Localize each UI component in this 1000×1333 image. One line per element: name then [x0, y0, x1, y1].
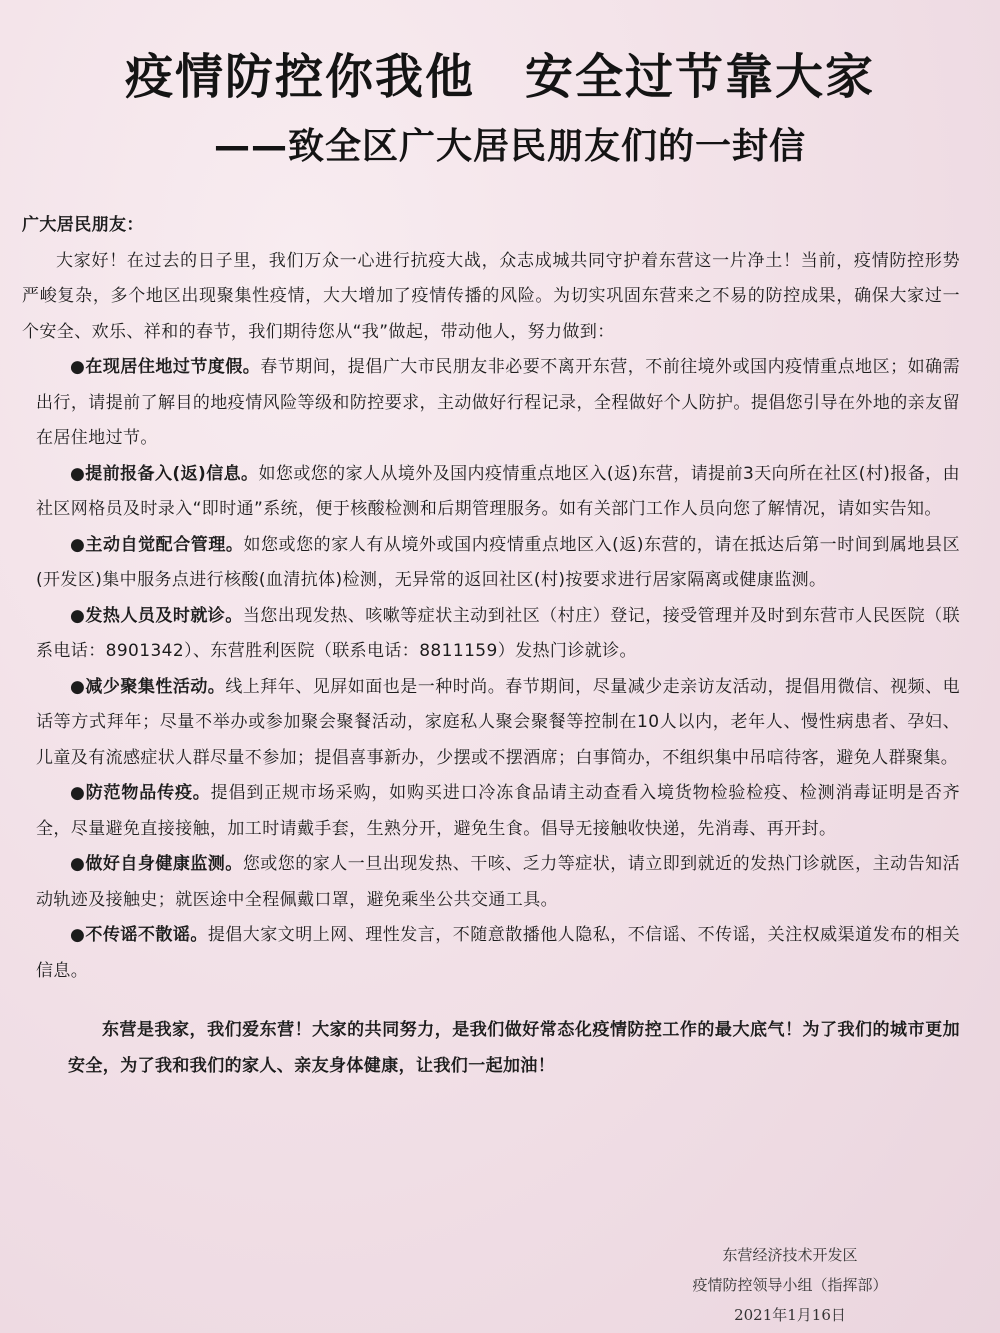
- item-text: 提倡大家文明上网、理性发言，不随意散播他人隐私，不信谣、不传谣，关注权威渠道发布的相关信息。: [36, 925, 961, 981]
- signature-date: 2021年1月16日: [734, 1306, 846, 1324]
- salutation: 广大居民朋友：: [22, 215, 144, 235]
- bullet-icon: ●: [70, 925, 86, 945]
- list-item: [22, 776, 960, 847]
- letter-body: [22, 208, 960, 1084]
- list-item: [22, 457, 960, 528]
- intro-paragraph: 大家好！在过去的日子里，我们万众一心进行抗疫大战，众志成城共同守护着东营这一片净土！当前，疫情防控形势严峻复杂，多个地区出现聚集性疫情，大大增加了疫情传播的风险。为切实巩固东营来之不易的防控成果，确保大家过一个安全、欢乐、祥和的春节，我们期待您从“我”做起，带动他人，努力做到：: [22, 250, 960, 342]
- item-text: 提倡到正规市场采购，如购买进口冷冻食品请主动查看入境货物检验检疫、检测消毒证明是否齐全，尽量避免直接接触，加工时请戴手套，生熟分开，避免生食。倡导无接触收快递，先消毒、再开封。: [36, 783, 960, 839]
- item-heading: 提前报备入(返)信息。: [85, 463, 259, 484]
- item-heading: 做好自身健康监测。: [85, 854, 243, 874]
- item-heading: 不传谣不散谣。: [85, 925, 208, 945]
- item-text: 春节期间，提倡广大市民朋友非必要不离开东营，不前往境外或国内疫情重点地区；如确需出行，请提前了解目的地疫情风险等级和防控要求，主动做好行程记录，全程做好个人防护。提倡您引导在外地的亲友留在居住地过节。: [36, 357, 961, 448]
- page-title: 疫情防控你我他 安全过节靠大家: [124, 49, 875, 105]
- item-text: 如您或您的家人从境外及国内疫情重点地区入(返)东营，请提前3天向所在社区(村)报备，由社区网格员及时录入“即时通”系统，便于核酸检测和后期管理服务。如有关部门工作人员向您了解情况，请如实告知。: [36, 463, 960, 519]
- bullet-icon: ●: [70, 854, 86, 874]
- item-heading: 在现居住地过节度假。: [85, 357, 261, 377]
- bullet-icon: ●: [70, 534, 86, 555]
- list-item: [22, 528, 960, 599]
- signature-block: [640, 1240, 940, 1330]
- bullet-icon: ●: [70, 357, 86, 377]
- bullet-icon: ●: [70, 463, 86, 484]
- list-item: [22, 599, 960, 670]
- bullet-icon: ●: [70, 676, 86, 697]
- list-item: [22, 918, 960, 989]
- list-item: [22, 847, 960, 918]
- item-heading: 发热人员及时就诊。: [85, 605, 243, 626]
- signature-org-line1: 东营经济技术开发区: [722, 1246, 858, 1264]
- item-heading: 主动自觉配合管理。: [85, 534, 244, 555]
- item-text: 线上拜年、见屏如面也是一种时尚。春节期间，尽量减少走亲访友活动，提倡用微信、视频、电话等方式拜年；尽量不举办或参加聚会聚餐活动，家庭私人聚会聚餐等控制在10人以内，老年人、慢性病患者、孕妇、儿童及有流感症状人群尽量不参加；提倡喜事新办，少摆或不摆酒席；白事简办，不组织集中吊唁待客，避免人群聚集。: [36, 676, 961, 768]
- signature-org-line2: 疫情防控领导小组（指挥部）: [692, 1276, 888, 1294]
- closing-paragraph: 东营是我家，我们爱东营！大家的共同努力，是我们做好常态化疫情防控工作的最大底气！为了我们的城市更加安全，为了我和我们的家人、亲友身体健康，让我们一起加油！: [68, 1020, 960, 1076]
- list-item: [22, 670, 960, 777]
- page-subtitle: ——致全区广大居民朋友们的一封信: [213, 126, 806, 167]
- bullet-icon: ●: [70, 605, 86, 626]
- item-heading: 减少聚集性活动。: [85, 676, 226, 697]
- bullet-icon: ●: [70, 783, 86, 803]
- item-text: 如您或您的家人有从境外或国内疫情重点地区入(返)东营的，请在抵达后第一时间到属地县区(开发区)集中服务点进行核酸(血清抗体)检测，无异常的返回社区(村)按要求进行居家隔离或健康监测。: [36, 534, 960, 590]
- item-heading: 防范物品传疫。: [85, 783, 211, 803]
- list-item: [22, 350, 960, 457]
- item-text: 当您出现发热、咳嗽等症状主动到社区（村庄）登记，接受管理并及时到东营市人民医院（联系电话：8901342）、东营胜利医院（联系电话：8811159）发热门诊就诊。: [36, 605, 961, 661]
- item-text: 您或您的家人一旦出现发热、干咳、乏力等症状，请立即到就近的发热门诊就医，主动告知活动轨迹及接触史；就医途中全程佩戴口罩，避免乘坐公共交通工具。: [36, 854, 961, 910]
